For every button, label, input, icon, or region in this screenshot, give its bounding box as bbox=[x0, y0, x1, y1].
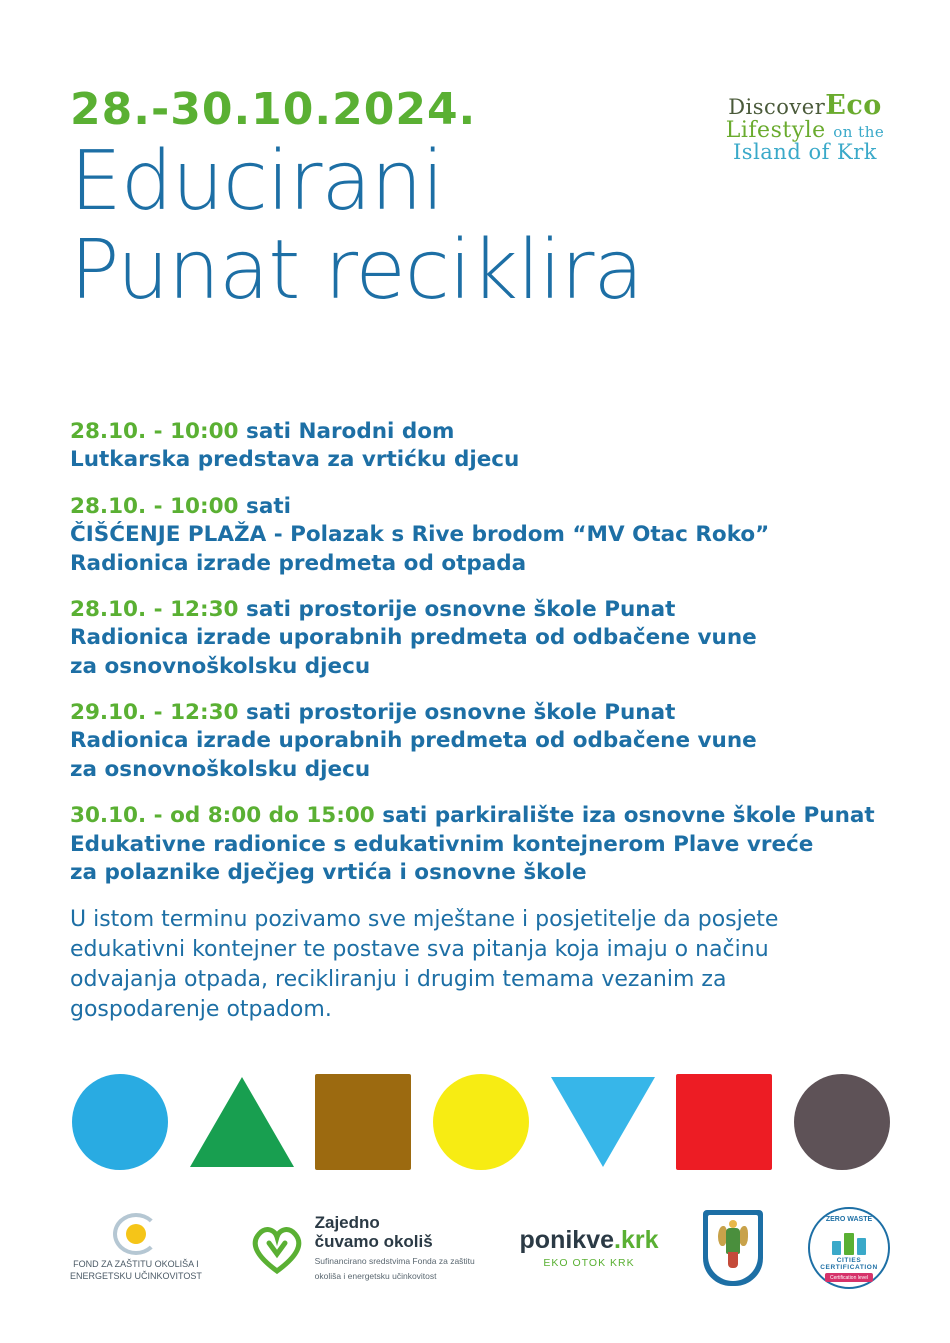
zajedno-title-line-2: čuvamo okoliš bbox=[314, 1231, 433, 1251]
zero-waste-ribbon: Certification level bbox=[825, 1273, 873, 1282]
program-item bbox=[70, 596, 890, 681]
ponikve-tagline: EKO OTOK KRK bbox=[543, 1256, 635, 1269]
title-line-1: Educirani bbox=[70, 134, 444, 229]
program-item-place: sati prostorije osnovne škole Punat bbox=[246, 596, 676, 622]
fzo-mark-icon bbox=[113, 1213, 159, 1255]
program-item-heading bbox=[70, 596, 890, 624]
punat-coat-of-arms bbox=[703, 1210, 763, 1286]
shape-blue-circle bbox=[72, 1074, 168, 1170]
event-date-range: 28.-30.10.2024. bbox=[70, 84, 477, 135]
program-item-place: sati prostorije osnovne škole Punat bbox=[246, 700, 676, 725]
shape-cyan-triangle-down bbox=[551, 1077, 655, 1167]
shape-red-square bbox=[676, 1074, 772, 1170]
program-item-heading bbox=[70, 699, 890, 727]
program-item bbox=[70, 493, 890, 578]
fzo-line-1: FOND ZA ZAŠTITU OKOLIŠA I bbox=[73, 1259, 199, 1270]
crest-shield-icon bbox=[703, 1210, 763, 1286]
discover-eco-logo bbox=[720, 92, 890, 163]
logo-discover-text: Discover bbox=[728, 95, 826, 119]
program-item-detail: za osnovnoškolsku djecu bbox=[70, 653, 371, 679]
fzo-logo-text bbox=[70, 1259, 202, 1282]
logo-eco-text: Eco bbox=[825, 90, 882, 121]
zajedno-text-block bbox=[315, 1214, 475, 1281]
sponsor-logos bbox=[70, 1193, 890, 1303]
program-item-when: 29.10. - 12:30 bbox=[70, 700, 239, 725]
program-item-detail: za polaznike dječjeg vrtića i osnovne škole bbox=[70, 859, 587, 885]
program-item-place: sati bbox=[246, 493, 291, 519]
ponikve-wordmark bbox=[519, 1225, 659, 1254]
logo-lifestyle-text: Lifestyle bbox=[725, 117, 826, 143]
program-item-detail: Edukativne radionice s edukativnim kontejnerom Plave vreće bbox=[70, 831, 814, 857]
program-item-heading bbox=[70, 493, 890, 521]
shape-grey-circle bbox=[794, 1074, 890, 1170]
program-item-when: 28.10. - 10:00 bbox=[70, 493, 239, 519]
program-list bbox=[70, 418, 890, 1047]
program-item-detail: ČIŠĆENJE PLAŽA - Polazak s Rive brodom “MV Otac Roko” bbox=[70, 522, 770, 548]
zajedno-cuvamo-okolis-logo bbox=[247, 1214, 475, 1281]
program-item-place: sati Narodni dom bbox=[246, 419, 455, 444]
program-item-detail: Radionica izrade uporabnih predmeta od odbačene vune bbox=[70, 728, 757, 754]
program-item bbox=[70, 802, 890, 887]
program-item-place: sati parkiralište iza osnovne škole Punat bbox=[382, 803, 875, 829]
title-line-2: Punat reciklira bbox=[70, 222, 643, 318]
ponikve-name: ponikve bbox=[519, 1225, 615, 1254]
logo-onthe-text: on the bbox=[833, 122, 885, 141]
zajedno-sub-line-1: Sufinancirano sredstvima Fonda za zaštitu bbox=[314, 1255, 475, 1266]
logo-line-2 bbox=[720, 117, 890, 143]
ponikve-suffix: .krk bbox=[614, 1225, 659, 1254]
shape-yellow-circle bbox=[433, 1074, 529, 1170]
fzo-logo bbox=[70, 1213, 202, 1282]
waste-category-shapes bbox=[72, 1074, 890, 1170]
program-item-detail: za osnovnoškolsku djecu bbox=[70, 756, 371, 782]
zajedno-title-line-1: Zajedno bbox=[314, 1213, 380, 1233]
shape-green-triangle-up bbox=[190, 1077, 294, 1167]
shape-brown-square bbox=[315, 1074, 411, 1170]
zero-waste-seal-icon bbox=[808, 1207, 890, 1289]
program-item-detail: Radionica izrade uporabnih predmeta od odbačene vune bbox=[70, 625, 757, 651]
program-item-heading bbox=[70, 418, 890, 446]
ponikve-logo bbox=[519, 1225, 659, 1269]
zajedno-sub-line-2: okoliša i energetsku učinkovitost bbox=[314, 1270, 437, 1281]
program-item-detail: Radionica izrade predmeta od otpada bbox=[70, 550, 527, 576]
logo-line-3: Island of Krk bbox=[733, 139, 877, 164]
program-item bbox=[70, 699, 890, 784]
program-item-detail: Lutkarska predstava za vrtićku djecu bbox=[70, 447, 520, 473]
page-title bbox=[70, 134, 890, 318]
zero-waste-city-icon bbox=[832, 1231, 866, 1255]
fzo-line-2: ENERGETSKU UČINKOVITOST bbox=[70, 1271, 202, 1281]
program-item-when: 28.10. - 10:00 bbox=[70, 419, 239, 444]
program-item-when: 30.10. - od 8:00 do 15:00 bbox=[70, 803, 375, 829]
invitation-note: U istom terminu pozivamo sve mještane i posjetitelje da posjete edukativni kontejner te postave sva pitanja koja imaju o načinu odvajanja otpada, recikliranju i drugim temama vezanim za gospodarenje otpadom. bbox=[70, 907, 779, 1022]
logo-line-1 bbox=[720, 92, 890, 120]
zero-waste-bottom-text: CITIES CERTIFICATION bbox=[820, 1257, 878, 1271]
zero-waste-top-text: ZERO WASTE bbox=[825, 1216, 873, 1223]
heart-recycle-icon bbox=[247, 1221, 307, 1275]
program-item bbox=[70, 418, 890, 475]
zero-waste-certification-logo bbox=[808, 1207, 890, 1289]
program-item-when: 28.10. - 12:30 bbox=[70, 596, 239, 622]
program-item-heading bbox=[70, 802, 890, 830]
